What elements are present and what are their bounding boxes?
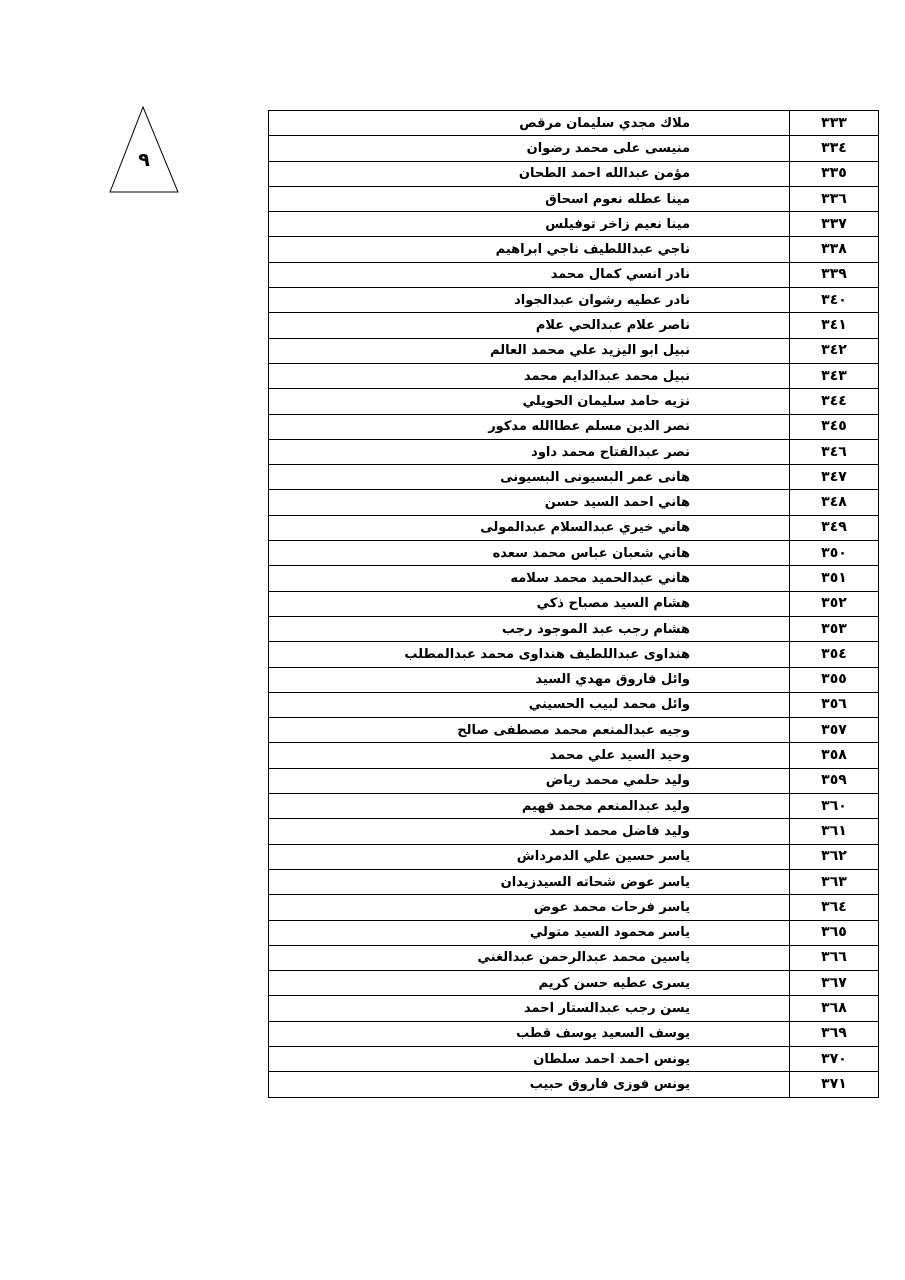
table-row [269,541,879,566]
table-row [269,186,879,211]
serial-number-cell: ٣٦٨ [790,996,879,1021]
serial-number-cell: ٣٦٩ [790,1021,879,1046]
person-name-cell: هاني عبدالحميد محمد سلامه [269,566,790,591]
table-row [269,1021,879,1046]
person-name-cell: وائل محمد لبيب الحسيني [269,692,790,717]
serial-number-cell: ٣٦٤ [790,895,879,920]
serial-number-cell: ٣٤١ [790,313,879,338]
serial-number-cell: ٣٤٥ [790,414,879,439]
person-name-cell: يسن رجب عبدالستار احمد [269,996,790,1021]
serial-number-cell: ٣٣٣ [790,111,879,136]
person-name-cell: هاني شعبان عباس محمد سعده [269,541,790,566]
person-name-cell: يونس فوزى فاروق حبيب [269,1072,790,1097]
serial-number-cell: ٣٦٧ [790,971,879,996]
serial-number-cell: ٣٥٦ [790,692,879,717]
table-row [269,439,879,464]
table-row [269,212,879,237]
table-row [269,616,879,641]
serial-number-cell: ٣٣٩ [790,262,879,287]
serial-number-cell: ٣٦١ [790,819,879,844]
person-name-cell: ناجي عبداللطيف ناجي ابراهيم [269,237,790,262]
table-row [269,869,879,894]
table-row [269,692,879,717]
table-row [269,566,879,591]
table-row [269,515,879,540]
person-name-cell: نبيل ابو اليزيد علي محمد العالم [269,338,790,363]
serial-number-cell: ٣٥٩ [790,768,879,793]
person-name-cell: نصر عبدالفتاح محمد داود [269,439,790,464]
serial-number-cell: ٣٥٨ [790,743,879,768]
person-name-cell: ياسر عوض شحاته السيدزيدان [269,869,790,894]
table-row [269,465,879,490]
person-name-cell: وليد عبدالمنعم محمد فهيم [269,794,790,819]
serial-number-cell: ٣٤٠ [790,288,879,313]
person-name-cell: منيسى على محمد رضوان [269,136,790,161]
serial-number-cell: ٣٥٣ [790,616,879,641]
table-row [269,288,879,313]
serial-number-cell: ٣٤٦ [790,439,879,464]
person-name-cell: نادر عطيه رشوان عبدالجواد [269,288,790,313]
person-name-cell: وليد حلمي محمد رياض [269,768,790,793]
serial-number-cell: ٣٥٠ [790,541,879,566]
serial-number-cell: ٣٣٦ [790,186,879,211]
table-row [269,642,879,667]
table-row [269,591,879,616]
table-row [269,945,879,970]
serial-number-cell: ٣٣٤ [790,136,879,161]
table-row [269,920,879,945]
page-number-marker [108,105,180,193]
names-table [268,110,879,1098]
serial-number-cell: ٣٤٨ [790,490,879,515]
table-row [269,996,879,1021]
table-row [269,819,879,844]
serial-number-cell: ٣٧٠ [790,1046,879,1071]
serial-number-cell: ٣٦٠ [790,794,879,819]
person-name-cell: نصر الدين مسلم عطاالله مدكور [269,414,790,439]
person-name-cell: يسرى عطيه حسن كريم [269,971,790,996]
person-name-cell: هانى عمر البسيونى البسيونى [269,465,790,490]
serial-number-cell: ٣٦٦ [790,945,879,970]
serial-number-cell: ٣٥١ [790,566,879,591]
person-name-cell: ياسر فرحات محمد عوض [269,895,790,920]
table-row [269,237,879,262]
table-row [269,844,879,869]
person-name-cell: ناصر علام عبدالحي علام [269,313,790,338]
serial-number-cell: ٣٤٤ [790,389,879,414]
person-name-cell: نادر انسي كمال محمد [269,262,790,287]
person-name-cell: ياسر حسين علي الدمرداش [269,844,790,869]
table-row [269,338,879,363]
table-row [269,136,879,161]
serial-number-cell: ٣٤٧ [790,465,879,490]
serial-number-cell: ٣٣٥ [790,161,879,186]
table-row [269,1072,879,1097]
person-name-cell: هشام السيد مصباح ذكي [269,591,790,616]
serial-number-cell: ٣٤٩ [790,515,879,540]
person-name-cell: ياسين محمد عبدالرحمن عبدالغني [269,945,790,970]
person-name-cell: ملاك مجدي سليمان مرقص [269,111,790,136]
table-row [269,667,879,692]
serial-number-cell: ٣٥٢ [790,591,879,616]
names-table-body [269,111,879,1098]
person-name-cell: نبيل محمد عبدالدايم محمد [269,363,790,388]
person-name-cell: هنداوى عبداللطيف هنداوى محمد عبدالمطلب [269,642,790,667]
serial-number-cell: ٣٣٨ [790,237,879,262]
person-name-cell: يوسف السعيد يوسف قطب [269,1021,790,1046]
table-row [269,1046,879,1071]
table-row [269,971,879,996]
person-name-cell: هاني احمد السيد حسن [269,490,790,515]
person-name-cell: وائل فاروق مهدي السيد [269,667,790,692]
table-row [269,794,879,819]
table-row [269,262,879,287]
serial-number-cell: ٣٦٣ [790,869,879,894]
person-name-cell: وجيه عبدالمنعم محمد مصطفى صالح [269,718,790,743]
person-name-cell: مينا نعيم زاخر توفيلس [269,212,790,237]
page-number: ٩ [138,149,150,171]
serial-number-cell: ٣٤٢ [790,338,879,363]
person-name-cell: ياسر محمود السيد متولي [269,920,790,945]
table-row [269,895,879,920]
serial-number-cell: ٣٣٧ [790,212,879,237]
person-name-cell: يونس احمد احمد سلطان [269,1046,790,1071]
table-row [269,490,879,515]
table-row [269,743,879,768]
serial-number-cell: ٣٥٤ [790,642,879,667]
table-row [269,768,879,793]
person-name-cell: وحيد السيد علي محمد [269,743,790,768]
person-name-cell: هشام رجب عبد الموجود رجب [269,616,790,641]
person-name-cell: وليد فاضل محمد احمد [269,819,790,844]
serial-number-cell: ٣٥٧ [790,718,879,743]
person-name-cell: نزيه حامد سليمان الحويلي [269,389,790,414]
table-row [269,111,879,136]
table-row [269,363,879,388]
serial-number-cell: ٣٥٥ [790,667,879,692]
serial-number-cell: ٣٧١ [790,1072,879,1097]
table-row [269,313,879,338]
person-name-cell: هاني خيري عبدالسلام عبدالمولى [269,515,790,540]
serial-number-cell: ٣٤٣ [790,363,879,388]
table-row [269,718,879,743]
table-row [269,161,879,186]
table-row [269,389,879,414]
person-name-cell: مينا عطله نعوم اسحاق [269,186,790,211]
serial-number-cell: ٣٦٥ [790,920,879,945]
person-name-cell: مؤمن عبدالله احمد الطحان [269,161,790,186]
serial-number-cell: ٣٦٢ [790,844,879,869]
table-row [269,414,879,439]
